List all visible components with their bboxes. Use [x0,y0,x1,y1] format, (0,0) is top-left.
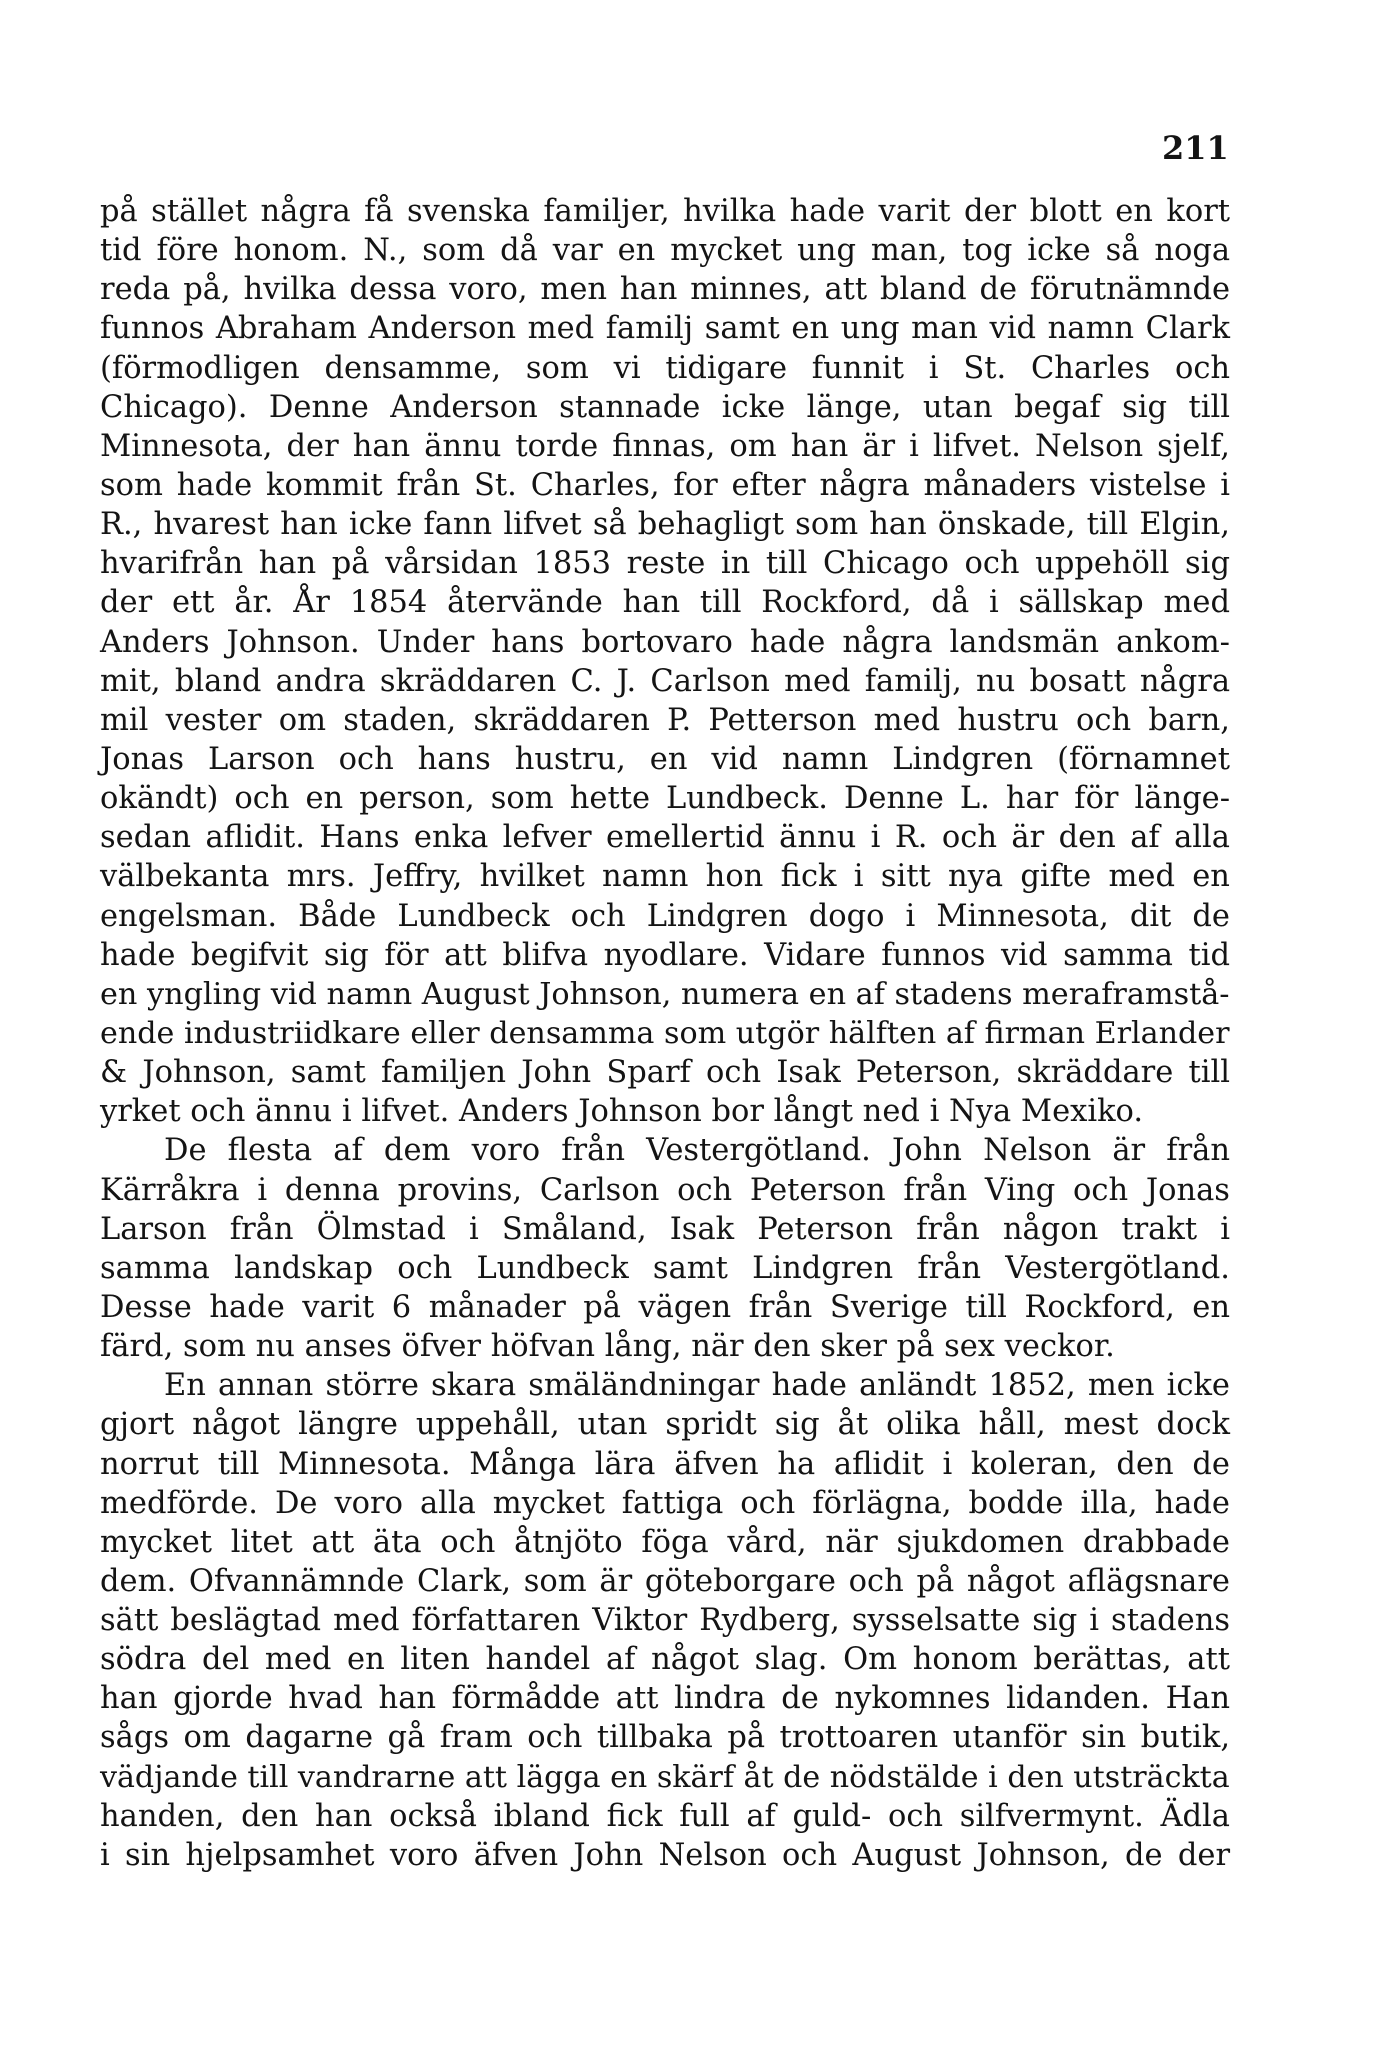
text-line: Larson från Ölmstad i Småland, Isak Peterson från någon trakt i [100,1211,1230,1247]
text-line: tid före honom. N., som då var en mycket ung man, tog icke så noga [100,233,1231,269]
text-line: norrut till Minnesota. Många lära äfven ha aflidit i koleran, den de [100,1446,1230,1482]
text-line: R., hvarest han icke fann lifvet så behagligt som han önskade, till Elgin, [100,507,1230,543]
page-number: 211 [1162,129,1229,167]
text-line: De flesta af dem voro från Vestergötland. John Nelson är från [164,1133,1230,1169]
text-line: Anders Johnson. Under hans bortovaro hade några landsmän ankom- [100,624,1230,660]
text-line: Desse hade varit 6 månader på vägen från Sverige till Rockford, en [100,1289,1230,1325]
text-line: mycket litet att äta och åtnjöto föga vård, när sjukdomen drabbade [100,1524,1230,1560]
text-line: han gjorde hvad han förmådde att lindra de nykomnes lidanden. Han [100,1681,1230,1717]
text-line: välbekanta mrs. Jeffry, hvilket namn hon fick i sitt nya gifte med en [100,859,1230,895]
text-line: funnos Abraham Anderson med familj samt en ung man vid namn Clark [100,311,1231,347]
text-line: Chicago). Denne Anderson stannade icke länge, utan begaf sig till [100,389,1231,425]
text-line: på stället några få svenska familjer, hvilka hade varit der blott en kort [100,194,1231,229]
text-line: okändt) och en person, som hette Lundbeck. Denne L. har för länge- [100,781,1231,817]
text-line: hade begifvit sig för att blifva nyodlare. Vidare funnos vid samma tid [100,937,1231,973]
text-line: & Johnson, samt familjen John Sparf och Isak Peterson, skräddare till [100,1055,1231,1091]
text-line: der ett år. År 1854 återvände han till Rockford, då i sällskap med [100,585,1231,621]
text-line: En annan större skara smäländningar hade anländt 1852, men icke [164,1368,1230,1404]
text-line: Jonas Larson och hans hustru, en vid namn Lindgren (förnamnet [100,741,1230,777]
text-line: sedan aflidit. Hans enka lefver emellertid ännu i R. och är den af alla [100,820,1230,856]
text-line: en yngling vid namn August Johnson, numera en af stadens meraframstå- [100,976,1230,1012]
text-line: medförde. De voro alla mycket fattiga och förlägna, bodde illa, hade [100,1485,1230,1521]
text-line: mit, bland andra skräddaren C. J. Carlson med familj, nu bosatt några [100,663,1231,699]
text-line: i sin hjelpsamhet voro äfven John Nelson och August Johnson, de der [100,1837,1231,1873]
body-text [100,192,1230,1875]
text-line: reda på, hvilka dessa voro, men han minnes, att bland de förutnämnde [100,272,1231,308]
text-line: yrket och ännu i lifvet. Anders Johnson bor långt ned i Nya Mexiko. [100,1094,1144,1130]
text-line: Kärråkra i denna provins, Carlson och Peterson från Ving och Jonas [100,1172,1230,1208]
text-line: sågs om dagarne gå fram och tillbaka på trottoaren utanför sin butik, [100,1720,1231,1756]
text-line: (förmodligen densamme, som vi tidigare funnit i St. Charles och [100,350,1231,386]
text-line: dem. Ofvannämnde Clark, som är göteborgare och på något aflägsnare [100,1563,1230,1599]
text-line: mil vester om staden, skräddaren P. Petterson med hustru och barn, [100,702,1230,738]
text-line: hvarifrån han på vårsidan 1853 reste in till Chicago och uppehöll sig [100,546,1230,582]
text-line: handen, den han också ibland fick full af guld- och silfvermynt. Ädla [100,1798,1230,1834]
text-line: ende industriidkare eller densamma som utgör hälften af firman Erlander [100,1015,1230,1051]
text-line: som hade kommit från St. Charles, for efter några månaders vistelse i [100,467,1231,503]
text-line: södra del med en liten handel af något slag. Om honom berättas, att [100,1642,1231,1678]
text-line: Minnesota, der han ännu torde finnas, om han är i lifvet. Nelson sjelf, [100,428,1230,464]
text-line: samma landskap och Lundbeck samt Lindgren från Vestergötland. [100,1250,1230,1286]
text-line: färd, som nu anses öfver höfvan lång, när den sker på sex veckor. [100,1329,1115,1365]
text-line: engelsman. Både Lundbeck och Lindgren dogo i Minnesota, dit de [100,898,1230,934]
text-line: gjort något längre uppehåll, utan spridt sig åt olika håll, mest dock [100,1407,1231,1443]
text-line: sätt beslägtad med författaren Viktor Rydberg, sysselsatte sig i stadens [100,1603,1231,1639]
text-line: vädjande till vandrarne att lägga en skärf åt de nödstälde i den utsträckta [100,1759,1230,1795]
